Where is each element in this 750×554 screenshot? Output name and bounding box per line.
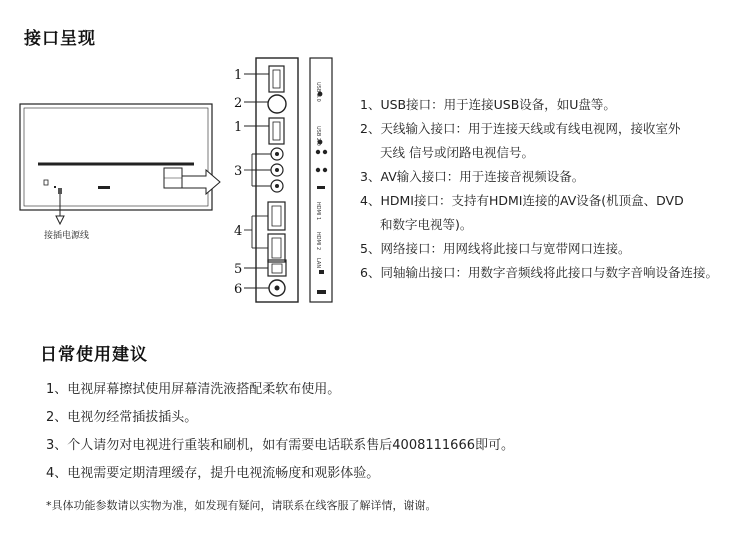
list-item: 2、电视勿经常插拔插头。 — [46, 410, 198, 425]
side-strip-labels — [315, 82, 321, 268]
section-title-usage-tips: 日常使用建议 — [40, 345, 148, 365]
list-item: 和数字电视等)。 — [380, 217, 473, 232]
port-number: 3 — [234, 164, 243, 179]
list-item: 1、电视屏幕擦拭使用屏幕清洗液搭配柔软布使用。 — [46, 382, 341, 397]
port-number: 1 — [234, 68, 243, 83]
port-number: 4 — [234, 224, 243, 239]
list-item: 3、AV输入接口：用于连接音视频设备。 — [360, 169, 585, 184]
list-item: 6、同轴输出接口：用数字音频线将此接口与数字音响设备连接。 — [360, 265, 718, 280]
svg-text:HDMI 2: HDMI 2 — [315, 232, 321, 251]
list-item: 3、个人请勿对电视进行重装和刷机，如有需要电话联系售后4008111666即可。 — [46, 438, 514, 453]
section-title-interfaces: 接口呈现 — [24, 29, 96, 49]
port-diagram — [14, 52, 344, 312]
port-number: 6 — [234, 282, 243, 297]
footnote: *具体功能参数请以实物为准，如发现有疑问，请联系在线客服了解详情，谢谢。 — [46, 499, 437, 512]
list-item: 5、网络接口：用网线将此接口与宽带网口连接。 — [360, 241, 631, 256]
usage-tips-list — [46, 376, 514, 488]
svg-text:USB 3.0: USB 3.0 — [315, 82, 321, 102]
list-item: 2、天线输入接口：用于连接天线或有线电视网，接收室外 — [360, 121, 681, 136]
list-item: 4、HDMI接口：支持有HDMI连接的AV设备(机顶盒、DVD — [360, 193, 684, 208]
power-cable-label: 接插电源线 — [44, 231, 90, 241]
svg-text:USB 2.0: USB 2.0 — [315, 126, 321, 146]
port-number: 2 — [234, 96, 243, 111]
svg-text:HDMI 1: HDMI 1 — [315, 202, 321, 221]
tv-back-illustration — [20, 104, 212, 224]
svg-text:LAN: LAN — [315, 258, 321, 269]
port-number-labels — [234, 68, 242, 297]
port-description-list — [360, 93, 718, 285]
port-number: 1 — [234, 120, 243, 135]
port-number: 5 — [234, 262, 243, 277]
zoom-arrow-icon — [182, 170, 220, 194]
list-item: 1、USB接口：用于连接USB设备，如U盘等。 — [360, 97, 616, 112]
list-item: 天线 信号或闭路电视信号。 — [380, 145, 534, 160]
list-item: 4、电视需要定期清理缓存，提升电视流畅度和观影体验。 — [46, 466, 380, 481]
leader-lines — [244, 74, 271, 288]
